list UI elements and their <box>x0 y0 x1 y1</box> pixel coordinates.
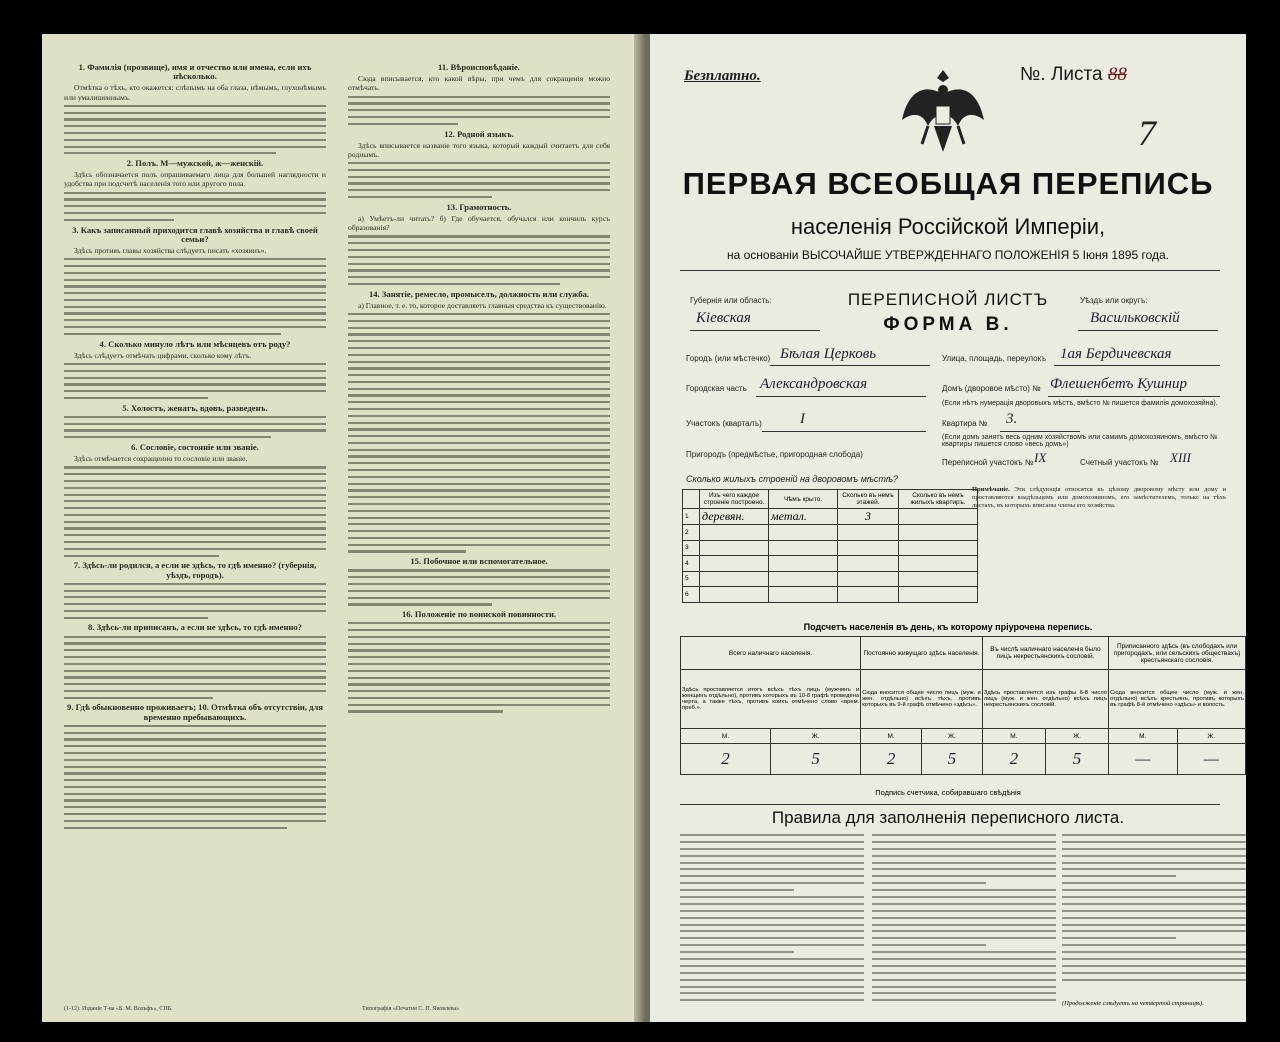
rules-text-line <box>680 896 864 898</box>
uezd-value: Васильковскій <box>1090 310 1180 326</box>
count-col-desc: Сюда вносится общее число лицъ (муж. и жен. отдѣльно) всѣхъ тѣхъ, противъ которыхъ въ 9-й графѣ отмѣчено «здѣсь». <box>861 670 983 729</box>
rules-text-line <box>872 958 1056 960</box>
census-district-label: Переписной участокъ № <box>942 458 1034 467</box>
instruction-text: Здѣсь вписывается названіе того языка, который каждый считаетъ для себя роднымъ. <box>348 140 610 159</box>
instruction-body-lines <box>348 96 610 125</box>
count-col-title: Приписанного здѣсь (въ слободахъ или пригородахъ, или сельскихъ обществахъ) крестьянскаго сословія. <box>1109 637 1246 670</box>
rules-text-line <box>872 903 1056 905</box>
rules-text-line <box>680 986 864 988</box>
instruction-body-lines <box>64 583 326 619</box>
free-label: Безплатно. <box>684 68 761 84</box>
buildings-table <box>682 489 978 603</box>
count-value: — <box>1109 744 1177 775</box>
rules-text-line <box>872 875 1056 877</box>
rules-text-line <box>680 862 864 864</box>
rules-text-line <box>872 882 986 884</box>
rules-text-line <box>680 937 864 939</box>
census-district-value: IX <box>1034 450 1047 465</box>
instruction-text: Здѣсь обозначается полъ опрашиваемаго лица для большей наглядности и удобства при подсчетѣ населенія того или другого пола. <box>64 170 326 189</box>
population-count-table <box>680 636 1246 775</box>
rules-text-line <box>680 972 864 974</box>
suburb-label: Пригородъ (предмѣстье, пригородная слобода) <box>686 450 863 459</box>
count-col-desc: Сюда вносится общее число (муж. и жен. отдѣльно) всѣхъ крестьянъ, противъ которыхъ въ графѣ 8-й отмѣчено «здѣсь» и волость. <box>1109 670 1246 729</box>
count-value: — <box>1177 744 1246 775</box>
flat-underline <box>1000 431 1080 432</box>
count-value: 2 <box>681 744 771 775</box>
rules-text-line <box>872 930 1056 932</box>
rules-text-line <box>680 917 864 919</box>
instruction-heading: 4. Сколько минуло лѣтъ или мѣсяцевъ отъ роду? <box>99 338 291 349</box>
rules-text-line <box>680 958 864 960</box>
instruction-body-lines <box>64 725 326 829</box>
buildings-row-num: 2 <box>683 525 700 541</box>
instruction-heading: 2. Полъ. М—мужской, ж—женскій. <box>126 158 264 169</box>
sex-male-header: М. <box>681 729 771 744</box>
count-district-value: XIII <box>1170 450 1191 465</box>
sex-female-header: Ж. <box>1045 729 1108 744</box>
buildings-question: Сколько жилыхъ строеній на дворовомъ мѣстѣ? <box>686 474 898 484</box>
left-footer-publisher: (1-12). Изданіе Т-ва «Б. М. Вольфъ», СПБ. <box>64 1006 173 1012</box>
rules-text-line <box>872 896 1056 898</box>
imperial-eagle-emblem <box>898 60 988 160</box>
sex-male-header: М. <box>861 729 922 744</box>
buildings-note-title: Примѣчаніе. <box>972 486 1010 493</box>
rules-text-line <box>680 841 864 843</box>
rules-text-line <box>872 965 1056 967</box>
street-underline <box>1054 365 1220 366</box>
part-value: Александровская <box>760 376 868 392</box>
instruction-heading: 13. Грамотность. <box>446 201 512 212</box>
rules-text-line <box>1062 889 1246 891</box>
rules-text-line <box>680 875 864 877</box>
rules-text-line <box>872 944 986 946</box>
instruction-text: Отмѣтка о тѣхъ, кто окажется: слѣпымъ на оба глаза, нѣмымъ, глухонѣмымъ или умалишеннымъ. <box>64 83 326 102</box>
instruction-heading: 9. Гдѣ обыкновенно проживаетъ; 10. Отмѣтка объ отсутствіи, для временно пребывающихъ. <box>67 702 323 722</box>
street-label: Улица, площадь, переулокъ <box>942 354 1047 363</box>
rules-title: Правила для заполненія переписного листа. <box>771 808 1125 827</box>
rules-text-line <box>680 992 864 994</box>
census-basis: на основаніи ВЫСОЧАЙШЕ УТВЕРЖДЕННАГО ПОЛОЖЕНІЯ 5 Іюня 1895 года. <box>726 248 1169 262</box>
flat-label: Квартира № <box>942 419 988 428</box>
rules-text-line <box>1062 848 1246 850</box>
guberniya-underline <box>690 330 820 331</box>
rules-text-line <box>872 848 1056 850</box>
rules-text-line <box>1062 882 1246 884</box>
count-value: 5 <box>771 744 861 775</box>
buildings-row-num: 1 <box>683 509 700 525</box>
instruction-text: Сюда вписывается, кто какой вѣры, при чемъ для сокращенія можно отмѣчать. <box>348 74 610 93</box>
form-heading <box>838 290 1058 336</box>
instructions-column-2 <box>348 60 610 717</box>
house-note: (Если нѣтъ нумерація дворовыхъ мѣстъ, вмѣсто № пишется фамилія домохозяйна). <box>942 400 1218 407</box>
town-value: Бѣлая Церковь <box>780 346 877 362</box>
rules-column-1 <box>680 834 864 1006</box>
rules-text-line <box>1062 937 1176 939</box>
rules-continued-note: (Продолженіе слѣдуетъ на четвертой страницѣ). <box>1062 1000 1204 1007</box>
rules-text-line <box>872 834 1056 836</box>
house-value: Флешенбетъ Кушнир <box>1050 376 1187 392</box>
buildings-row-flats <box>899 509 978 525</box>
rules-text-line <box>680 855 864 857</box>
instruction-body-lines <box>348 313 610 553</box>
buildings-row-num: 5 <box>683 571 700 587</box>
count-col-desc: Здѣсь проставляется изъ графы 6-8 число лицъ (муж. и жен. отдѣльно) всѣхъ лицъ некрестьянскихъ сословій. <box>982 670 1108 729</box>
instruction-heading: 11. Вѣроисповѣданіе. <box>438 62 520 72</box>
instruction-text: Здѣсь слѣдуетъ отмѣчать цифрами, сколько кому лѣтъ. <box>74 350 252 360</box>
rules-text-line <box>1062 951 1246 953</box>
rules-text-line <box>1062 862 1246 864</box>
rules-text-line <box>872 910 1056 912</box>
title-rule <box>680 270 1220 271</box>
instruction-heading: 7. Здѣсь-ли родился, а если не здѣсь, то гдѣ именно? (губернія, уѣздъ, городъ). <box>73 560 317 580</box>
guberniya-value: Кіевская <box>696 310 751 326</box>
district-underline <box>762 431 926 432</box>
rules-text-line <box>872 999 1056 1001</box>
instruction-heading: 8. Здѣсь-ли приписанъ, а если не здѣсь, то гдѣ именно? <box>88 622 302 633</box>
instruction-body-lines <box>348 235 610 285</box>
rules-text-line <box>680 965 864 967</box>
instruction-body-lines <box>348 622 610 712</box>
part-underline <box>756 396 926 397</box>
rules-text-line <box>680 882 864 884</box>
count-col-title: Въ числѣ наличнаго населенія было лицъ некрестьянскихъ сословій. <box>982 637 1108 670</box>
sheet-number-struck: 88 <box>1107 64 1127 85</box>
part-label: Городская часть <box>686 384 747 393</box>
uezd-underline <box>1078 330 1218 331</box>
rules-text-line <box>1062 958 1246 960</box>
instruction-heading: 16. Положеніе по воинской повинности. <box>401 609 557 620</box>
flat-value: 3. <box>1006 411 1018 427</box>
instruction-body-lines <box>64 105 326 155</box>
sheet-number <box>1020 64 1127 86</box>
instruction-body-lines <box>64 258 326 335</box>
rules-text-line <box>872 855 1056 857</box>
instruction-body-lines <box>64 192 326 221</box>
form-heading-line2: ФОРМА В. <box>883 314 1013 335</box>
buildings-note <box>972 486 1226 510</box>
rules-text-line <box>680 979 864 981</box>
uezd-label: Уѣздъ или округъ: <box>1080 296 1148 305</box>
instruction-body-lines <box>64 636 326 699</box>
census-subtitle: населенія Россійской Имперіи, <box>790 214 1106 239</box>
rules-text-line <box>680 903 864 905</box>
rules-text-line <box>680 924 864 926</box>
count-value: 5 <box>1045 744 1108 775</box>
buildings-row <box>683 540 978 556</box>
document-spread <box>28 34 1256 1022</box>
rules-text-line <box>872 862 1056 864</box>
rules-text-line <box>1062 834 1246 836</box>
rules-text-line <box>680 889 794 891</box>
town-label: Городъ (или мѣстечко) <box>686 354 771 363</box>
instruction-heading: 15. Побочное или вспомогательное. <box>410 556 548 567</box>
house-underline <box>1048 396 1220 397</box>
count-col-title: Постоянно живущаго здѣсь населенія. <box>861 637 983 670</box>
right-page-census-form <box>650 34 1246 1022</box>
sex-female-header: Ж. <box>1177 729 1246 744</box>
rules-column-2 <box>872 834 1056 1006</box>
instruction-heading: 12. Родной языкъ. <box>444 128 514 139</box>
sex-female-header: Ж. <box>922 729 983 744</box>
rules-text-line <box>1062 979 1246 981</box>
rules-text-line <box>680 910 864 912</box>
buildings-row-material: деревян. <box>700 509 769 525</box>
instruction-text: а) Главное, т. е. то, которое доставляетъ главныя средства къ существованію. <box>358 300 607 310</box>
buildings-row <box>683 509 978 525</box>
instruction-heading: 5. Холостъ, женатъ, вдовъ, разведенъ. <box>122 402 268 413</box>
rules-text-line <box>1062 944 1246 946</box>
house-label: Домъ (дворовое мѣсто) № <box>942 384 1041 393</box>
buildings-row <box>683 571 978 587</box>
rules-text-line <box>1062 917 1246 919</box>
instruction-body-lines <box>64 466 326 556</box>
rules-text-line <box>1062 910 1246 912</box>
sex-male-header: М. <box>1109 729 1177 744</box>
district-label: Участокъ (кварталъ) <box>686 419 762 428</box>
buildings-row <box>683 525 978 541</box>
buildings-header-num <box>683 490 700 509</box>
rules-text-line <box>872 986 1056 988</box>
sex-male-header: М. <box>982 729 1045 744</box>
census-title: ПЕРВАЯ ВСЕОБЩАЯ ПЕРЕПИСЬ <box>682 166 1214 201</box>
buildings-note-text: Эти слѣдующія относятся къ цѣлому дворовому мѣсту или дому и проставляются владѣльцемъ или домохозяиномъ, его замѣстителемъ, только на тѣхъ листахъ, въ которыхъ вписаны члены его хозяйства. <box>972 486 1226 509</box>
rules-text-line <box>1062 965 1246 967</box>
buildings-header-roof: Чѣмъ крыто. <box>769 490 838 509</box>
rules-text-line <box>872 951 1056 953</box>
instruction-body-lines <box>348 569 610 605</box>
count-col-desc: Здѣсь проставляется итогъ всѣхъ тѣхъ лицъ (мужчинъ и женщинъ отдѣльно), противъ которыхъ въ 10-8 графѣ проведена черта, а также тѣхъ, противъ коихъ отмѣчено слово «врем. преб.». <box>681 670 861 729</box>
rules-text-line <box>680 951 794 953</box>
buildings-row <box>683 587 978 603</box>
flat-note: (Если домъ занятъ весь одним хозяйствомъ или самимъ домохозяиномъ, вмѣсто № квартиры пишется слово «весь домъ») <box>942 434 1218 448</box>
form-heading-line1: ПЕРЕПИСНОЙ ЛИСТЪ <box>847 290 1049 309</box>
town-underline <box>770 365 930 366</box>
rules-text-line <box>1062 903 1246 905</box>
district-value: I <box>800 411 805 427</box>
count-value: 2 <box>982 744 1045 775</box>
left-footer-printer: Типографія «Печатня С. П. Яковлева» <box>362 1006 460 1012</box>
instruction-text: а) Умѣетъ-ли читать? б) Где обучается, обучался или кончилъ курсъ образованія? <box>348 214 610 233</box>
count-value: 5 <box>922 744 983 775</box>
buildings-row <box>683 556 978 572</box>
rules-text-line <box>1062 855 1246 857</box>
rules-text-line <box>1062 930 1246 932</box>
buildings-row-num: 3 <box>683 540 700 556</box>
instruction-heading: 1. Фамилія (прозвище), имя и отчество или имена, если ихъ нѣсколько. <box>78 62 312 82</box>
instruction-body-lines <box>64 416 326 439</box>
buildings-row-num: 4 <box>683 556 700 572</box>
instruction-heading: 14. Занятіе, ремесло, промыселъ, должность или служба. <box>368 288 590 299</box>
instruction-body-lines <box>64 363 326 399</box>
instruction-heading: 3. Какъ записанный приходится главѣ хозяйства и главѣ своей семьи? <box>72 224 318 244</box>
rules-text-line <box>872 868 1056 870</box>
rules-text-line <box>872 972 1056 974</box>
counter-signature-label: Подпись счетчика, собиравшаго свѣдѣнія <box>875 788 1021 797</box>
rules-rule <box>680 804 1220 805</box>
rules-text-line <box>872 979 1056 981</box>
rules-text-line <box>1062 896 1246 898</box>
count-district-label: Счетный участокъ № <box>1080 458 1159 467</box>
left-page-instructions <box>42 34 642 1022</box>
rules-text-line <box>1062 875 1176 877</box>
buildings-row-floors: 3 <box>838 509 899 525</box>
rules-text-line <box>872 917 1056 919</box>
buildings-header-floors: Сколько въ немъ этажей. <box>838 490 899 509</box>
sheet-number-label: №. Листа <box>1020 64 1103 85</box>
rules-column-3 <box>1062 834 1246 994</box>
rules-text-line <box>1062 972 1246 974</box>
rules-text-line <box>680 848 864 850</box>
guberniya-label: Губернія или область: <box>690 296 772 305</box>
rules-text-line <box>872 924 1056 926</box>
rules-text-line <box>872 937 1056 939</box>
instruction-text: Здѣсь противъ главы хозяйства слѣдуетъ писать «хозяинъ». <box>74 245 267 255</box>
rules-text-line <box>1062 868 1246 870</box>
rules-text-line <box>680 868 864 870</box>
population-count-title: Подсчетъ населенія въ день, къ которому пріурочена перепись. <box>803 622 1093 632</box>
street-value: 1ая Бердичевская <box>1060 346 1172 362</box>
sex-female-header: Ж. <box>771 729 861 744</box>
count-col-title: Всего наличнаго населенія. <box>681 637 861 670</box>
count-value: 2 <box>861 744 922 775</box>
rules-text-line <box>1062 924 1246 926</box>
rules-text-line <box>680 944 864 946</box>
sheet-number-handwritten: 7 <box>1138 113 1156 153</box>
rules-text-line <box>872 992 1056 994</box>
instruction-text: Здѣсь отмѣчается сокращенно то сословіе или званіе. <box>74 454 248 464</box>
rules-text-line <box>872 889 1056 891</box>
buildings-row-num: 6 <box>683 587 700 603</box>
instructions-column-1 <box>64 60 326 833</box>
rules-text-line <box>680 834 864 836</box>
instruction-heading: 6. Сословіе, состояніе или званіе. <box>131 441 259 452</box>
rules-text-line <box>680 930 864 932</box>
rules-text-line <box>1062 841 1246 843</box>
buildings-header-flats: Сколько въ немъ жилыхъ квартиръ. <box>899 490 978 509</box>
buildings-row-roof: метал. <box>769 509 838 525</box>
instruction-body-lines <box>348 162 610 198</box>
buildings-header-material: Изъ чего каждое строеніе построено. <box>700 490 769 509</box>
rules-text-line <box>680 999 864 1001</box>
rules-text-line <box>872 841 1056 843</box>
